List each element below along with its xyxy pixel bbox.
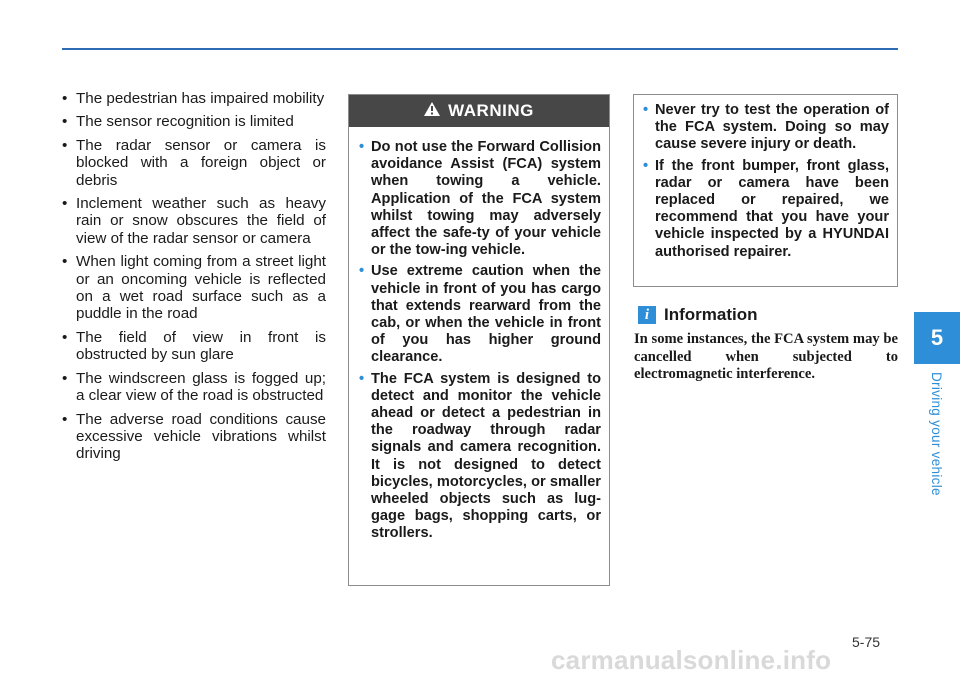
warning-item: • The FCA system is designed to detect and monitor the vehicle ahead or detect a pedestrian in the roadway through radar signals and camera recognition. It is not designed to detect bicycles, motorcycles, or smaller wheeled objects such as lug-gage bags, shopping carts, or strollers. xyxy=(359,371,601,543)
chapter-title: Driving your vehicle xyxy=(929,372,944,496)
warning-triangle-icon xyxy=(424,101,440,121)
chapter-tab: 5 xyxy=(914,312,960,364)
warning-box xyxy=(348,94,610,586)
list-item: • The windscreen glass is fogged up; a clear view of the road is obstructed xyxy=(62,370,326,405)
condition-list-section xyxy=(62,90,326,469)
warning-continued-box xyxy=(633,94,898,287)
watermark: carmanualsonline.info xyxy=(551,645,832,675)
list-item: • Inclement weather such as heavy rain or snow obscures the field of view of the radar sensor or camera xyxy=(62,195,326,247)
warning-list xyxy=(359,139,601,543)
condition-list xyxy=(62,90,326,463)
warning-header xyxy=(349,95,609,127)
warning-item: • Do not use the Forward Collision avoidance Assist (FCA) system when towing a vehicle. Application of the FCA system whilst towing may adversely affect the safe-ty of your vehicle or the tow-ing vehicle. xyxy=(359,139,601,259)
information-title: Information xyxy=(664,305,758,324)
warning-body xyxy=(349,127,609,543)
warning-item: • Never try to test the operation of the FCA system. Doing so may cause severe injury or death. xyxy=(643,102,889,154)
list-item: • The pedestrian has impaired mobility xyxy=(62,90,326,107)
info-icon: i xyxy=(638,306,656,324)
list-item: • When light coming from a street light or an oncoming vehicle is reflected on a wet road surface such as a puddle in the road xyxy=(62,253,326,323)
warning-item: • If the front bumper, front glass, radar or camera have been replaced or repaired, we recommend that you have your vehicle inspected by a HYUNDAI authorised repairer. xyxy=(643,158,889,261)
information-heading xyxy=(638,305,758,325)
list-item: • The sensor recognition is limited xyxy=(62,113,326,130)
warning-continued-list xyxy=(643,102,889,261)
list-item: • The adverse road conditions cause excessive vehicle vibrations whilst driving xyxy=(62,411,326,463)
warning-item: • Use extreme caution when the vehicle in front of you has cargo that extends rearward from the cab, or when the vehicle in front of you has higher ground clearance. xyxy=(359,263,601,366)
warning-title: WARNING xyxy=(448,101,534,120)
list-item: • The field of view in front is obstructed by sun glare xyxy=(62,329,326,364)
header-rule xyxy=(62,48,898,50)
page-number: 5-75 xyxy=(852,634,881,650)
list-item: • The radar sensor or camera is blocked with a foreign object or debris xyxy=(62,137,326,189)
information-text: In some instances, the FCA system may be cancelled when subjected to electromagnetic interference. xyxy=(634,331,898,382)
